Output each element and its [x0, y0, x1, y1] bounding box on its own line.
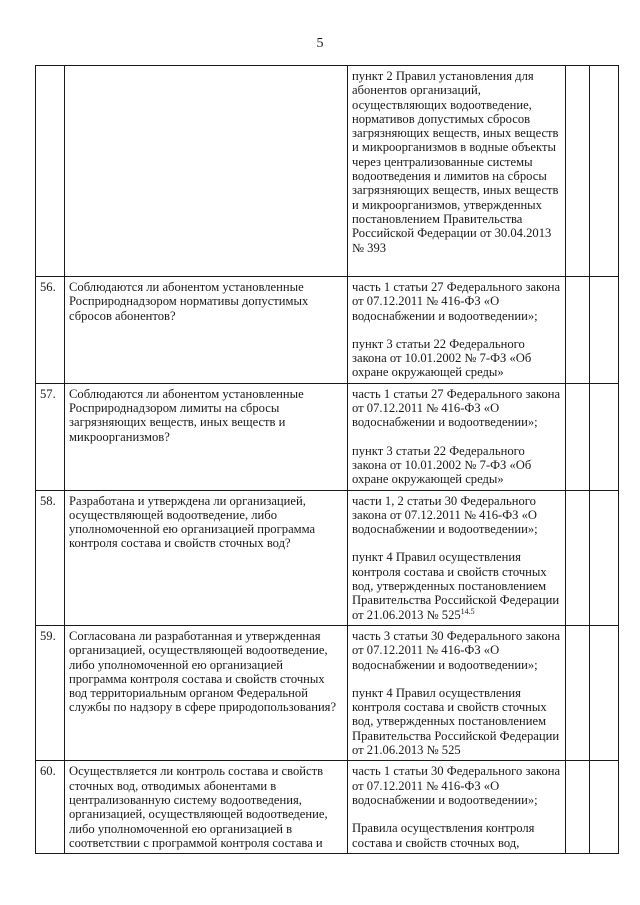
reference-paragraph: пункт 3 статьи 22 Федерального закона от 10.01.2002 № 7-ФЗ «Об охране окружающей среды» [352, 443, 532, 487]
answer-cell[interactable] [590, 761, 619, 854]
page-number: 5 [316, 36, 324, 51]
question-text: Соблюдаются ли абонентом установленные Росприроднадзором лимиты на сбросы загрязняющих веществ, иных веществ и микроорганизмов? [65, 383, 348, 490]
table-row [36, 383, 619, 490]
answer-cell[interactable] [566, 383, 590, 490]
reference-paragraph [352, 550, 561, 621]
answer-cell[interactable] [566, 66, 590, 277]
footnote-marker: 14.5 [460, 606, 475, 616]
reference-paragraph: пункт 4 Правил осуществления контроля состава и свойств сточных вод, утвержденных постановлением Правительства Российской Федерации от 21.06.2013 № 525 [352, 685, 560, 758]
row-number: 57. [36, 383, 65, 490]
reference-paragraph: часть 3 статьи 30 Федерального закона от 07.12.2011 № 416-ФЗ «О водоснабжении и водоотведении»; [352, 628, 561, 672]
legal-reference [348, 277, 566, 384]
answer-cell[interactable] [566, 277, 590, 384]
table-row [36, 277, 619, 384]
row-number: 60. [36, 761, 65, 854]
question-text: Соблюдаются ли абонентом установленные Росприроднадзором нормативы допустимых сбросов абонентов? [65, 277, 348, 384]
legal-reference [348, 490, 566, 625]
reference-text: пункт 4 Правил осуществления контроля состава и свойств сточных вод, утвержденных постановлением Правительства Российской Федерации от 21.06.2013 № 525 [352, 550, 560, 622]
question-text [65, 66, 348, 277]
answer-cell[interactable] [590, 490, 619, 625]
table-row [36, 625, 619, 760]
table-row [36, 66, 619, 277]
reference-paragraph: пункт 2 Правил установления для абонентов организаций, осуществляющих водоотведение, нормативов допустимых сбросов загрязняющих веществ, иных веществ и микроорганизмов в водные объекты через централизованные системы водоотведения и лимитов на сбросы загрязняющих веществ, иных веществ и микроорганизмов, утвержденных постановлением Правительства Российской Федерации от 30.04.2013 № 393 [352, 69, 559, 255]
answer-cell[interactable] [566, 761, 590, 854]
question-text: Согласована ли разработанная и утвержденная организацией, осуществляющей водоотведение, либо уполномоченной ею организацией программа контроля состава и свойств сточных вод территориальным органом Федеральной службы по надзору в сфере природопользования? [65, 625, 348, 760]
row-number: 56. [36, 277, 65, 384]
checklist-table [35, 65, 619, 854]
reference-paragraph: пункт 3 статьи 22 Федерального закона от 10.01.2002 № 7-ФЗ «Об охране окружающей среды» [352, 336, 532, 380]
answer-cell[interactable] [590, 66, 619, 277]
reference-paragraph: часть 1 статьи 27 Федерального закона от 07.12.2011 № 416-ФЗ «О водоснабжении и водоотведении»; [352, 386, 561, 430]
answer-cell[interactable] [590, 383, 619, 490]
answer-cell[interactable] [590, 277, 619, 384]
answer-cell[interactable] [566, 490, 590, 625]
question-text: Разработана и утверждена ли организацией, осуществляющей водоотведение, либо уполномоченной ею организацией программа контроля состава и свойств сточных вод? [65, 490, 348, 625]
row-number: 58. [36, 490, 65, 625]
answer-cell[interactable] [566, 625, 590, 760]
reference-paragraph: части 1, 2 статьи 30 Федерального закона от 07.12.2011 № 416-ФЗ «О водоснабжении и водоотведении»; [352, 493, 538, 537]
reference-paragraph: часть 1 статьи 27 Федерального закона от 07.12.2011 № 416-ФЗ «О водоснабжении и водоотведении»; [352, 280, 561, 323]
legal-reference [348, 761, 566, 854]
legal-reference [348, 66, 566, 277]
question-text: Осуществляется ли контроль состава и свойств сточных вод, отводимых абонентами в централизованную систему водоотведения, организацией, осуществляющей водоотведение, либо уполномоченной ею организацией в соответствии с программой контроля состава и [65, 761, 348, 854]
table-row [36, 490, 619, 625]
answer-cell[interactable] [590, 625, 619, 760]
table-row [36, 761, 619, 854]
reference-paragraph: часть 1 статьи 30 Федерального закона от 07.12.2011 № 416-ФЗ «О водоснабжении и водоотведении»; [352, 764, 561, 807]
legal-reference [348, 625, 566, 760]
legal-reference [348, 383, 566, 490]
row-number: 59. [36, 625, 65, 760]
reference-paragraph: Правила осуществления контроля состава и свойств сточных вод, [352, 821, 535, 850]
row-number [36, 66, 65, 277]
